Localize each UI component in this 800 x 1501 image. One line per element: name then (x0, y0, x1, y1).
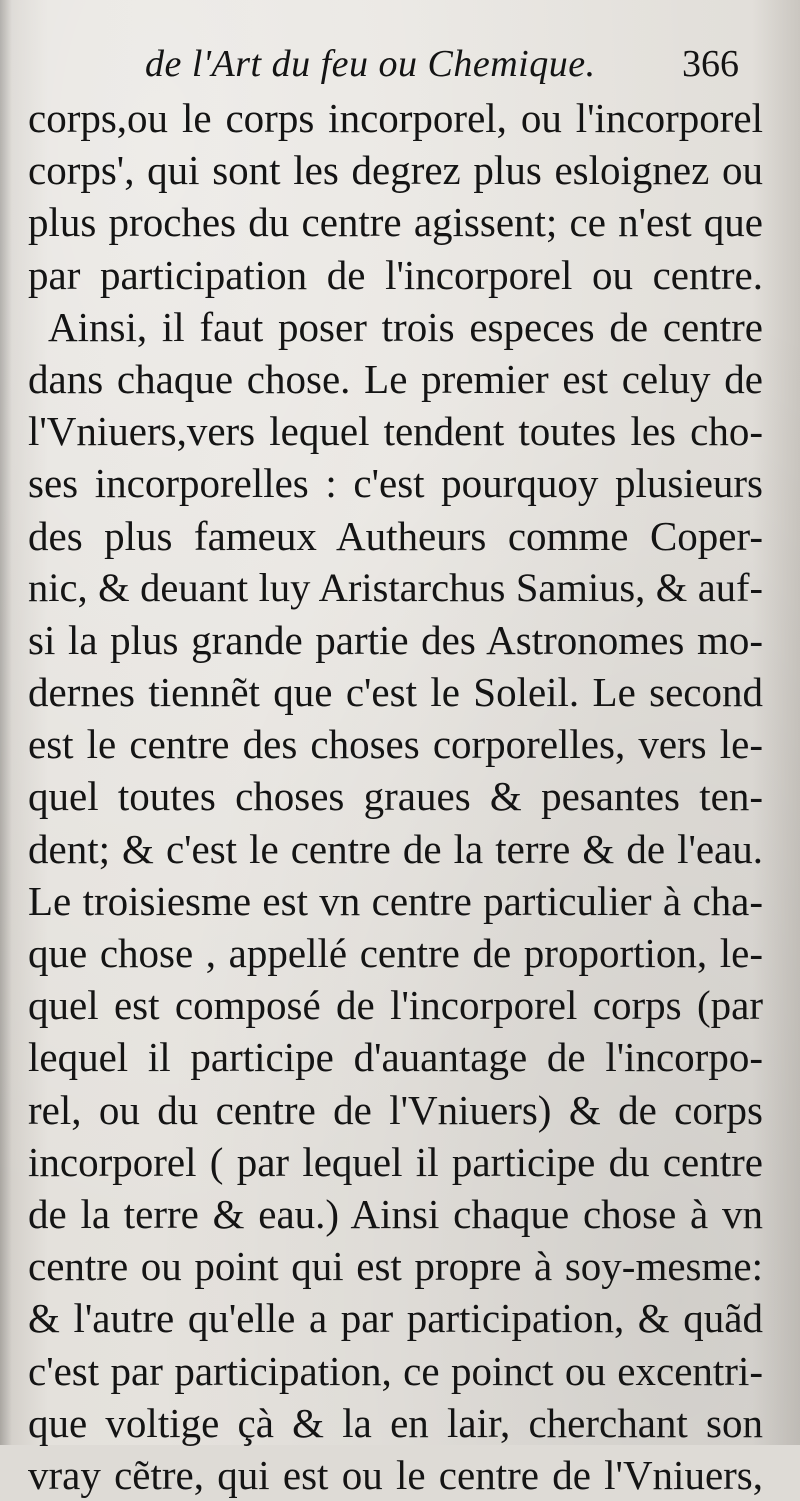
text-line: ses incorporelles : c'est pourquoy plusieurs (28, 460, 763, 507)
text-line: incorporel ( par lequel il participe du centre (28, 1138, 763, 1185)
page-gutter-shadow (0, 0, 12, 1445)
running-head: de l'Art du feu ou Chemique. (145, 43, 596, 85)
text-line: est le centre des choses corporelles, vers le- (28, 721, 763, 768)
text-line: plus proches du centre agissent; ce n'est que (28, 199, 763, 246)
text-line: lequel il participe d'auantage de l'incorpo- (28, 1034, 763, 1081)
text-line: dernes tiennẽt que c'est le Soleil. Le second (28, 669, 763, 716)
text-line: dent; & c'est le centre de la terre & de l'eau. (28, 825, 763, 872)
text-line: l'Vniuers,vers lequel tendent toutes les cho- (28, 408, 763, 455)
text-line: de la terre & eau.) Ainsi chaque chose à vn (28, 1190, 763, 1237)
text-line: quel toutes choses graues & pesantes ten- (28, 773, 763, 820)
page-number: 366 (682, 43, 739, 85)
text-line: dans chaque chose. Le premier est celuy de (28, 355, 763, 402)
text-line: corps', qui sont les degrez plus esloignez ou (28, 147, 763, 194)
text-line: Le troisiesme est vn centre particulier à cha- (28, 877, 763, 924)
text-line: nic, & deuant luy Aristarchus Samius, & auf- (28, 564, 763, 610)
text-line: Ainsi, il faut poser trois especes de centre (48, 303, 763, 350)
text-line: que chose , appellé centre de proportion, le- (28, 930, 763, 976)
text-line: c'est par participation, ce poinct ou excentri- (28, 1347, 763, 1394)
text-line: quel est composé de l'incorporel corps (par (28, 982, 763, 1029)
text-line: des plus fameux Autheurs comme Coper- (28, 512, 763, 559)
body-text (28, 92, 763, 1501)
text-line: vray cẽtre, qui est ou le centre de l'Vniuers, (28, 1451, 763, 1498)
text-line: que voltige çà & la en lair, cherchant son (28, 1399, 763, 1446)
text-line: si la plus grande partie des Astronomes mo- (28, 616, 763, 663)
text-line: centre ou point qui est propre à soy-mesme: (28, 1243, 763, 1290)
text-line: par participation de l'incorporel ou centre. (28, 251, 763, 298)
text-line: corps,ou le corps incorporel, ou l'incorporel (28, 95, 763, 141)
text-line: & l'autre qu'elle a par participation, & quãd (28, 1295, 763, 1342)
text-line: rel, ou du centre de l'Vniuers) & de corps (28, 1086, 763, 1133)
page-header (0, 40, 800, 100)
